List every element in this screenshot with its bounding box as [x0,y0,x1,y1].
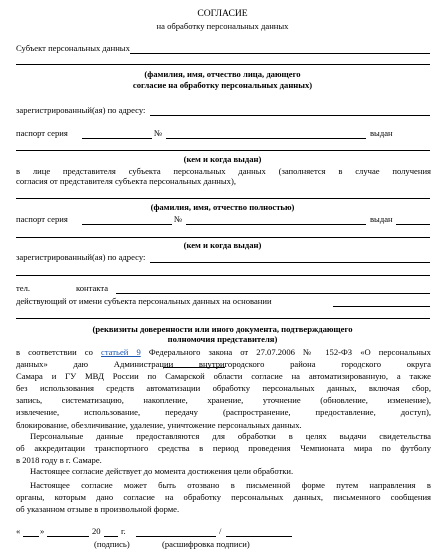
year-prefix: 20 [92,526,101,536]
issued-by-line [16,150,430,151]
signature-decode-hint: (расшифровка подписи) [162,539,250,549]
rep-issued-line [396,224,430,225]
consent-row-3: Самара и ГУ МВД России по Самарской области согласие на автоматизированную, а также [16,371,431,382]
tel-label: тел. [16,283,31,293]
signature-slash: / [219,526,222,536]
rep-issued-label: выдан [370,214,393,224]
consent-row-5: запись, систематизацию, накопление, хранение, уточнение (обновление, изменение), [16,395,431,406]
rep-address-line [150,262,430,263]
revocation-paragraph [16,479,431,515]
representative-fio-hint: (фамилия, имя, отчество полностью) [150,202,295,212]
rep-registered-label: зарегистрированный(ая) по адресу: [16,252,146,262]
rep-issued-by-line [16,237,430,238]
subject-label: Субъект персональных данных [16,43,130,53]
purpose-paragraph [16,430,431,466]
acting-basis-line [333,306,430,307]
date-day-line [23,536,39,537]
revocation-row-2: органы, которым дано согласие на обработку персональных данных, письменного сообщения [16,492,431,503]
signature-decode-line [226,536,292,537]
date-close-quote: » [40,526,45,536]
signature-hint: (подпись) [94,539,130,549]
acting-basis-line-2 [16,318,430,319]
rep-number-sign: № [174,214,183,224]
district-name-line [163,367,225,368]
consent-paragraph [16,346,431,431]
fio-hint-2: согласие на обработку персональных данных) [132,80,313,90]
purpose-row-3: в 2018 году в г. Самаре. [16,455,102,466]
rep-passport-series-line [82,224,172,225]
consent-row-2: данных» даю Администрации внутригородского района городского округа [16,359,431,370]
representative-name-line [16,198,430,199]
issued-label: выдан [370,128,393,138]
issued-hint: (кем и когда выдан) [183,154,262,164]
passport-number-line [166,138,366,139]
rep-passport-number-line [186,224,366,225]
document-hint-1: (реквизиты доверенности или иного документа, подтверждающего [92,324,353,334]
address-line [150,115,430,116]
passport-label: паспорт серия [16,128,68,138]
registered-label: зарегистрированный(ая) по адресу: [16,105,146,115]
contact-line [116,293,430,294]
consent-row-1: в соответствии со статьей 9 Федерального закона от 27.07.2006 № 152-ФЗ «О персональных [16,347,431,357]
passport-series-line [82,138,152,139]
purpose-row-1: Персональные данные предоставляются для обработки в целях выдачи свидетельства [30,431,431,441]
rep-passport-label: паспорт серия [16,214,68,224]
revocation-row-3: об указанном отзыве в произвольной форме. [16,504,180,515]
number-sign: № [154,128,163,138]
date-open-quote: « [16,526,21,536]
year-suffix: г. [121,526,126,536]
purpose-row-2: об аккредитации транспортного средства в период проведения Чемпионата мира по футболу [16,443,431,454]
fio-hint-1: (фамилия, имя, отчество лица, дающего [144,69,301,79]
document-title: СОГЛАСИЕ [197,8,248,19]
subject-name-line-2 [16,64,430,65]
consent-row-7: блокирование, обезличивание, удаление, уничтожение персональных данных. [16,419,302,430]
document-hint-2: полномочия представителя) [167,334,278,344]
representative-paragraph [16,166,431,187]
consent-row-4: без использования средств автоматизации обработку персональных данных, включая сбор, [16,383,431,394]
date-year-line [104,536,118,537]
signature-line [136,536,216,537]
consent-row-6: извлечение, использование, передачу (распространение, предоставление, доступ), [16,407,431,418]
representative-row-2: согласия от представителя субъекта персональных данных), [16,176,236,187]
article-9-link[interactable]: статьей 9 [101,347,141,357]
document-subtitle: на обработку персональных данных [156,21,289,31]
contact-label: контакта [76,283,109,293]
acting-label: действующий от имени субъекта персональных данных на основании [16,296,272,306]
rep-address-line-2 [16,275,430,276]
rep-issued-hint: (кем и когда выдан) [183,240,262,250]
revocation-row-1: Настоящее согласие может быть отозвано в письменной форме путем направления в [30,480,431,490]
date-month-line [47,536,89,537]
validity-text: Настоящее согласие действует до момента достижения цели обработки. [30,466,294,476]
representative-row-1: в лице представителя субъекта персональных данных (заполняется в случае получения [16,166,431,176]
subject-name-line [130,53,430,54]
